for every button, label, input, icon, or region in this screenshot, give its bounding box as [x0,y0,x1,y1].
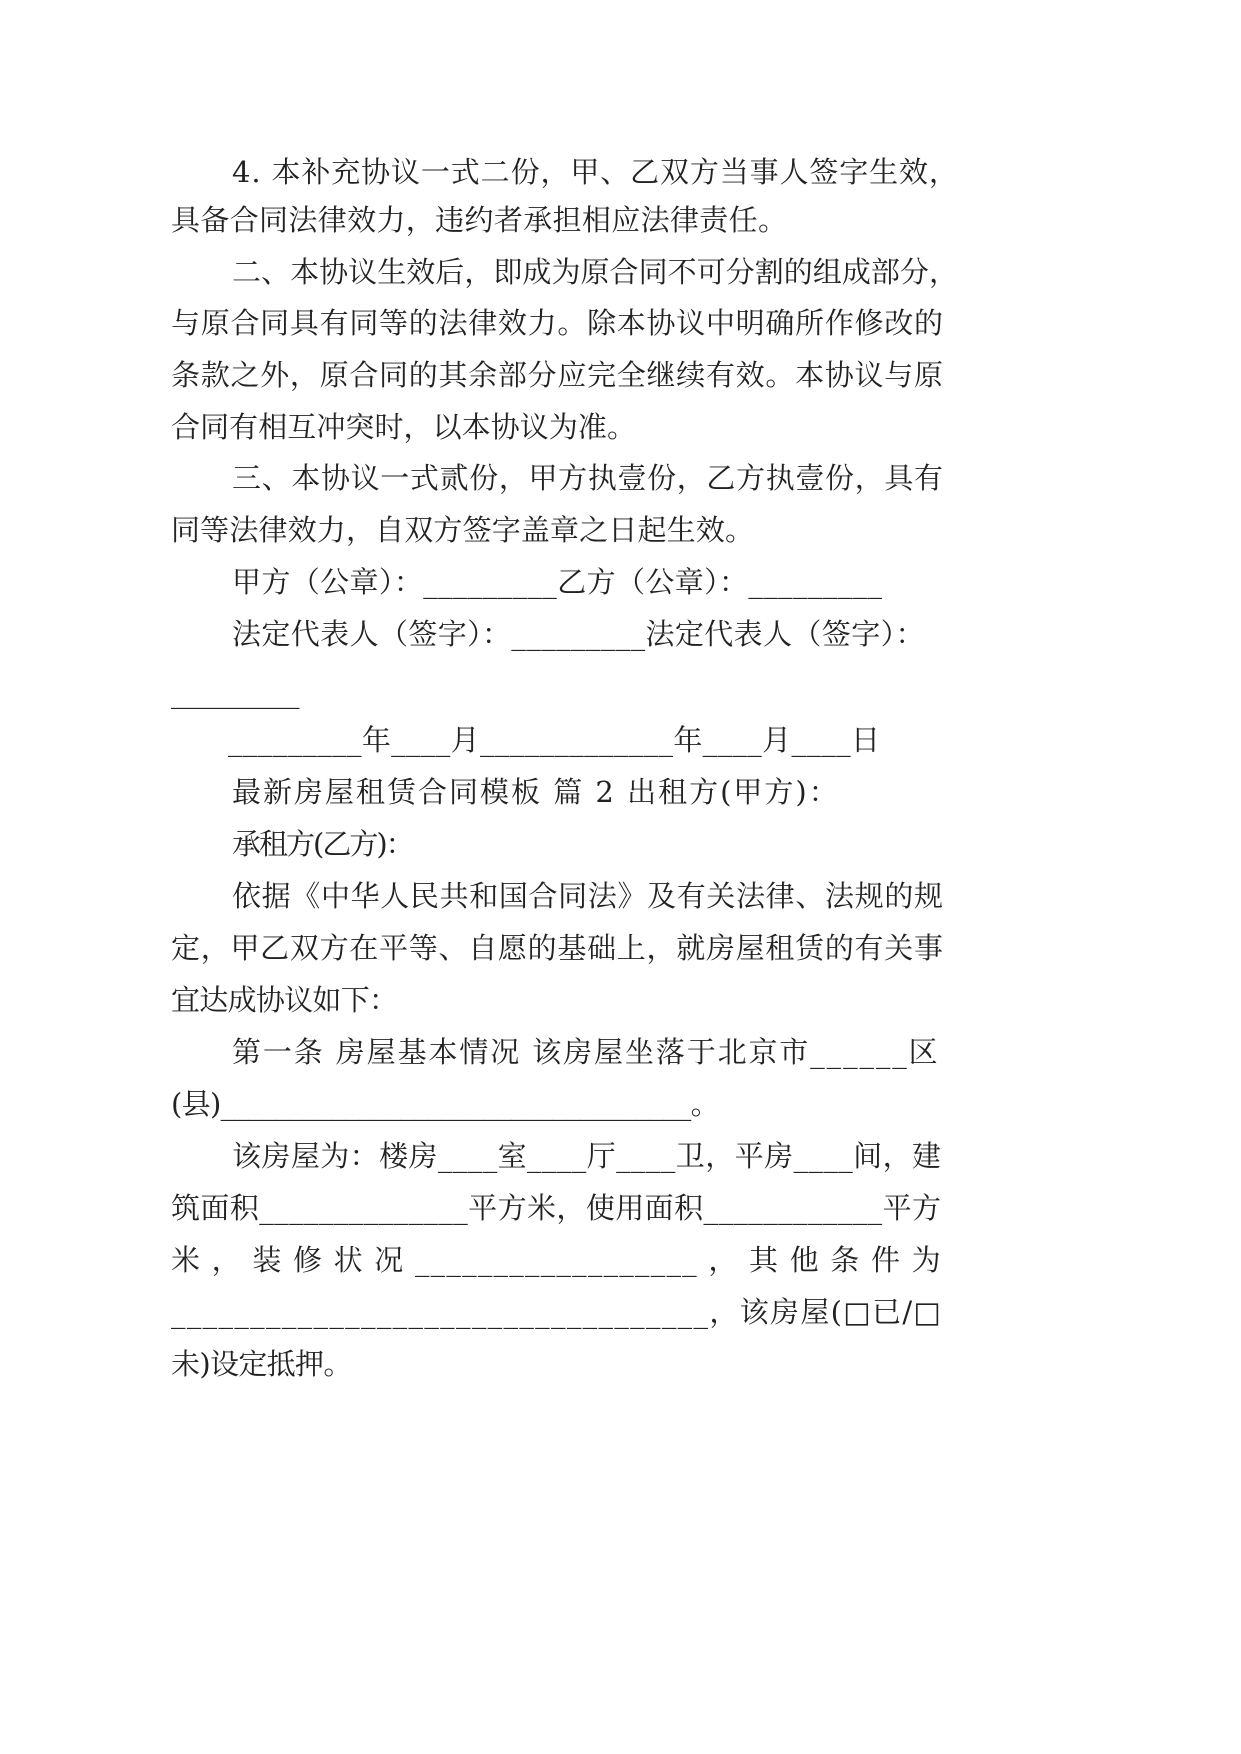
paragraph-line: 未)设定抵押。 [171,1347,352,1381]
paragraph-line: 承租方(乙方)： [232,827,413,861]
signature-line: _________ [171,675,300,709]
paragraph-line: 筑面积______________平方米，使用面积____________平方 [171,1191,942,1225]
paragraph-line: 米 ， 装 修 状 况 __________________ ， 其 他 条 件 为 [171,1243,942,1277]
paragraph-line: 与原合同具有同等的法律效力。除本协议中明确所作修改的 [171,306,944,340]
section-heading: 最新房屋租赁合同模板 篇 2 出租方(甲方)： [232,775,840,809]
paragraph-line: (县)__________________________________。 [171,1087,719,1121]
paragraph-line: 同等法律效力，自双方签字盖章之日起生效。 [171,513,755,547]
paragraph-line: 合同有相互冲突时，以本协议为准。 [171,410,637,444]
paragraph-line: 条款之外，原合同的其余部分应完全继续有效。本协议与原 [171,358,944,392]
date-line: _________年____月_____________年____月____日 [228,723,881,757]
paragraph-line: 定，甲乙双方在平等、自愿的基础上，就房屋租赁的有关事 [171,931,944,965]
signature-line: 法定代表人（签字）：_________法定代表人（签字）： [232,617,925,651]
paragraph-line: 二、本协议生效后，即成为原合同不可分割的组成部分， [232,255,959,289]
paragraph-line: 4. 本补充协议一式二份，甲、乙双方当事人签字生效， [232,155,959,189]
paragraph-line: 依据《中华人民共和国合同法》及有关法律、法规的规 [232,879,944,913]
paragraph-line: 宜达成协议如下： [171,983,398,1017]
signature-line: 甲方（公章）：_________乙方（公章）：_________ [232,565,883,599]
paragraph-line: 第一条 房屋基本情况 该房屋坐落于北京市______区 [232,1035,940,1069]
paragraph-line: 三、本协议一式贰份，甲方执壹份，乙方执壹份，具有 [232,461,944,495]
paragraph-line: 具备合同法律效力，违约者承担相应法律责任。 [171,203,788,237]
paragraph-line: __________________________________，该房屋(□已/□ [171,1295,943,1329]
paragraph-line: 该房屋为：楼房____室____厅____卫，平房____间，建 [232,1139,942,1173]
